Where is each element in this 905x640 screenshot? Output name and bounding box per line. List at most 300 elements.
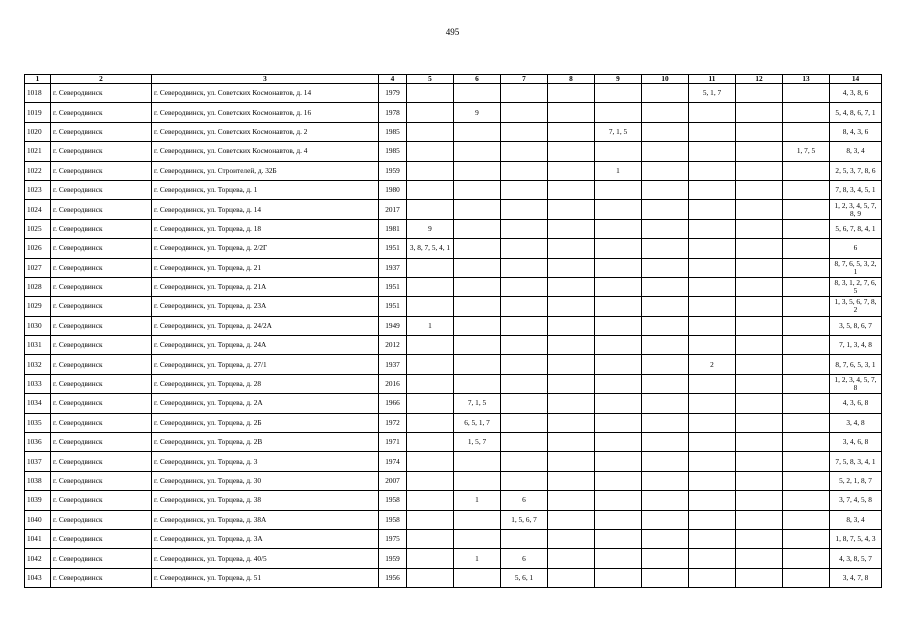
column-header-2: 2 bbox=[51, 75, 152, 84]
column-header-9: 9 bbox=[595, 75, 642, 84]
cell-col-3: г. Северодвинск, ул. Советских Космонавтов, д. 2 bbox=[152, 122, 379, 141]
cell-col-11 bbox=[689, 122, 736, 141]
cell-col-1: 1026 bbox=[25, 239, 51, 258]
cell-col-8 bbox=[548, 336, 595, 355]
cell-col-8 bbox=[548, 491, 595, 510]
cell-col-1: 1040 bbox=[25, 510, 51, 529]
cell-col-13 bbox=[783, 200, 830, 219]
cell-col-1: 1020 bbox=[25, 122, 51, 141]
cell-col-2: г. Северодвинск bbox=[51, 161, 152, 180]
cell-col-14: 3, 4, 6, 8 bbox=[830, 433, 882, 452]
cell-col-1: 1036 bbox=[25, 433, 51, 452]
cell-col-6: 1, 5, 7 bbox=[454, 433, 501, 452]
cell-col-3: г. Северодвинск, ул. Советских Космонавтов, д. 16 bbox=[152, 103, 379, 122]
cell-col-6 bbox=[454, 122, 501, 141]
cell-col-2: г. Северодвинск bbox=[51, 122, 152, 141]
cell-col-2: г. Северодвинск bbox=[51, 200, 152, 219]
table-row bbox=[25, 239, 882, 258]
cell-col-10 bbox=[642, 142, 689, 161]
cell-col-6 bbox=[454, 161, 501, 180]
cell-col-10 bbox=[642, 529, 689, 548]
cell-col-9 bbox=[595, 316, 642, 335]
cell-col-7: 1, 5, 6, 7 bbox=[501, 510, 548, 529]
cell-col-7 bbox=[501, 374, 548, 393]
cell-col-2: г. Северодвинск bbox=[51, 336, 152, 355]
cell-col-12 bbox=[736, 413, 783, 432]
cell-col-7: 6 bbox=[501, 549, 548, 568]
cell-col-1: 1018 bbox=[25, 84, 51, 103]
register-table bbox=[24, 74, 882, 588]
table-row bbox=[25, 433, 882, 452]
cell-col-13 bbox=[783, 568, 830, 587]
cell-col-11 bbox=[689, 413, 736, 432]
cell-col-6: 9 bbox=[454, 103, 501, 122]
cell-col-6 bbox=[454, 336, 501, 355]
table-row bbox=[25, 219, 882, 238]
cell-col-12 bbox=[736, 258, 783, 277]
cell-col-12 bbox=[736, 219, 783, 238]
cell-col-8 bbox=[548, 316, 595, 335]
cell-col-12 bbox=[736, 471, 783, 490]
cell-col-4: 1959 bbox=[379, 161, 407, 180]
cell-col-10 bbox=[642, 491, 689, 510]
cell-col-12 bbox=[736, 452, 783, 471]
cell-col-4: 1971 bbox=[379, 433, 407, 452]
cell-col-2: г. Северодвинск bbox=[51, 374, 152, 393]
cell-col-9 bbox=[595, 219, 642, 238]
cell-col-4: 1937 bbox=[379, 258, 407, 277]
cell-col-1: 1028 bbox=[25, 277, 51, 296]
cell-col-13 bbox=[783, 239, 830, 258]
cell-col-9 bbox=[595, 180, 642, 199]
cell-col-5 bbox=[407, 297, 454, 316]
cell-col-14: 4, 3, 8, 5, 7 bbox=[830, 549, 882, 568]
cell-col-3: г. Северодвинск, ул. Советских Космонавтов, д. 14 bbox=[152, 84, 379, 103]
cell-col-12 bbox=[736, 316, 783, 335]
cell-col-5 bbox=[407, 122, 454, 141]
cell-col-3: г. Северодвинск, ул. Торцева, д. 14 bbox=[152, 200, 379, 219]
cell-col-11 bbox=[689, 297, 736, 316]
cell-col-13 bbox=[783, 374, 830, 393]
cell-col-9 bbox=[595, 433, 642, 452]
cell-col-5 bbox=[407, 336, 454, 355]
cell-col-9 bbox=[595, 549, 642, 568]
cell-col-14: 2, 5, 3, 7, 8, 6 bbox=[830, 161, 882, 180]
table-row bbox=[25, 452, 882, 471]
cell-col-11 bbox=[689, 529, 736, 548]
cell-col-14: 1, 2, 3, 4, 5, 7, 8, 9 bbox=[830, 200, 882, 219]
column-header-7: 7 bbox=[501, 75, 548, 84]
cell-col-4: 1958 bbox=[379, 491, 407, 510]
cell-col-5 bbox=[407, 180, 454, 199]
cell-col-3: г. Северодвинск, ул. Торцева, д. 1 bbox=[152, 180, 379, 199]
cell-col-3: г. Северодвинск, ул. Торцева, д. 51 bbox=[152, 568, 379, 587]
cell-col-5: 9 bbox=[407, 219, 454, 238]
cell-col-5 bbox=[407, 394, 454, 413]
cell-col-12 bbox=[736, 529, 783, 548]
cell-col-11 bbox=[689, 316, 736, 335]
cell-col-14: 7, 5, 8, 3, 4, 1 bbox=[830, 452, 882, 471]
cell-col-3: г. Северодвинск, ул. Торцева, д. 40/5 bbox=[152, 549, 379, 568]
cell-col-1: 1029 bbox=[25, 297, 51, 316]
cell-col-13 bbox=[783, 297, 830, 316]
cell-col-7: 6 bbox=[501, 491, 548, 510]
cell-col-11 bbox=[689, 180, 736, 199]
cell-col-12 bbox=[736, 200, 783, 219]
cell-col-7 bbox=[501, 122, 548, 141]
cell-col-3: г. Северодвинск, ул. Советских Космонавтов, д. 4 bbox=[152, 142, 379, 161]
cell-col-8 bbox=[548, 180, 595, 199]
cell-col-12 bbox=[736, 491, 783, 510]
cell-col-4: 1937 bbox=[379, 355, 407, 374]
cell-col-1: 1022 bbox=[25, 161, 51, 180]
column-header-12: 12 bbox=[736, 75, 783, 84]
cell-col-11 bbox=[689, 471, 736, 490]
cell-col-3: г. Северодвинск, ул. Торцева, д. 27/1 bbox=[152, 355, 379, 374]
cell-col-6 bbox=[454, 568, 501, 587]
cell-col-6 bbox=[454, 84, 501, 103]
cell-col-3: г. Северодвинск, ул. Торцева, д. 21А bbox=[152, 277, 379, 296]
cell-col-13 bbox=[783, 180, 830, 199]
cell-col-13 bbox=[783, 529, 830, 548]
cell-col-13 bbox=[783, 491, 830, 510]
cell-col-13 bbox=[783, 258, 830, 277]
cell-col-12 bbox=[736, 549, 783, 568]
cell-col-7 bbox=[501, 180, 548, 199]
cell-col-6 bbox=[454, 452, 501, 471]
cell-col-5: 3, 8, 7, 5, 4, 1 bbox=[407, 239, 454, 258]
table-row bbox=[25, 413, 882, 432]
column-header-14: 14 bbox=[830, 75, 882, 84]
cell-col-14: 8, 3, 1, 2, 7, 6, 5 bbox=[830, 277, 882, 296]
header-row bbox=[25, 75, 882, 84]
cell-col-3: г. Северодвинск, ул. Торцева, д. 38А bbox=[152, 510, 379, 529]
cell-col-4: 1974 bbox=[379, 452, 407, 471]
cell-col-9 bbox=[595, 529, 642, 548]
cell-col-4: 2016 bbox=[379, 374, 407, 393]
cell-col-2: г. Северодвинск bbox=[51, 491, 152, 510]
cell-col-10 bbox=[642, 200, 689, 219]
cell-col-11 bbox=[689, 103, 736, 122]
cell-col-14: 1, 8, 7, 5, 4, 3 bbox=[830, 529, 882, 548]
cell-col-1: 1024 bbox=[25, 200, 51, 219]
cell-col-2: г. Северодвинск bbox=[51, 277, 152, 296]
cell-col-11 bbox=[689, 258, 736, 277]
cell-col-11 bbox=[689, 549, 736, 568]
cell-col-7 bbox=[501, 355, 548, 374]
cell-col-2: г. Северодвинск bbox=[51, 471, 152, 490]
cell-col-8 bbox=[548, 122, 595, 141]
cell-col-13 bbox=[783, 510, 830, 529]
cell-col-14: 8, 7, 6, 5, 3, 1 bbox=[830, 355, 882, 374]
cell-col-9 bbox=[595, 452, 642, 471]
cell-col-5 bbox=[407, 510, 454, 529]
cell-col-1: 1021 bbox=[25, 142, 51, 161]
cell-col-7 bbox=[501, 258, 548, 277]
cell-col-3: г. Северодвинск, ул. Торцева, д. 38 bbox=[152, 491, 379, 510]
cell-col-6 bbox=[454, 142, 501, 161]
table-row bbox=[25, 277, 882, 296]
cell-col-1: 1023 bbox=[25, 180, 51, 199]
cell-col-7 bbox=[501, 394, 548, 413]
cell-col-8 bbox=[548, 471, 595, 490]
cell-col-11 bbox=[689, 277, 736, 296]
cell-col-2: г. Северодвинск bbox=[51, 84, 152, 103]
cell-col-8 bbox=[548, 103, 595, 122]
cell-col-2: г. Северодвинск bbox=[51, 355, 152, 374]
cell-col-8 bbox=[548, 142, 595, 161]
cell-col-2: г. Северодвинск bbox=[51, 239, 152, 258]
cell-col-1: 1034 bbox=[25, 394, 51, 413]
column-header-4: 4 bbox=[379, 75, 407, 84]
cell-col-5 bbox=[407, 568, 454, 587]
cell-col-9 bbox=[595, 142, 642, 161]
cell-col-13 bbox=[783, 394, 830, 413]
cell-col-14: 8, 7, 6, 5, 3, 2, 1 bbox=[830, 258, 882, 277]
cell-col-1: 1039 bbox=[25, 491, 51, 510]
table-row bbox=[25, 510, 882, 529]
cell-col-3: г. Северодвинск, ул. Торцева, д. 3 bbox=[152, 452, 379, 471]
table-row bbox=[25, 297, 882, 316]
table-row bbox=[25, 180, 882, 199]
cell-col-9 bbox=[595, 336, 642, 355]
cell-col-10 bbox=[642, 277, 689, 296]
cell-col-13 bbox=[783, 84, 830, 103]
cell-col-9 bbox=[595, 471, 642, 490]
cell-col-6: 1 bbox=[454, 491, 501, 510]
cell-col-9 bbox=[595, 239, 642, 258]
cell-col-11: 2 bbox=[689, 355, 736, 374]
cell-col-4: 1958 bbox=[379, 510, 407, 529]
cell-col-14: 4, 3, 6, 8 bbox=[830, 394, 882, 413]
cell-col-11 bbox=[689, 491, 736, 510]
cell-col-13 bbox=[783, 103, 830, 122]
cell-col-9 bbox=[595, 413, 642, 432]
cell-col-5 bbox=[407, 491, 454, 510]
cell-col-10 bbox=[642, 413, 689, 432]
cell-col-5 bbox=[407, 433, 454, 452]
cell-col-8 bbox=[548, 452, 595, 471]
cell-col-10 bbox=[642, 316, 689, 335]
cell-col-5 bbox=[407, 355, 454, 374]
cell-col-3: г. Северодвинск, ул. Торцева, д. 24А bbox=[152, 336, 379, 355]
cell-col-8 bbox=[548, 258, 595, 277]
cell-col-1: 1019 bbox=[25, 103, 51, 122]
cell-col-12 bbox=[736, 277, 783, 296]
table-row bbox=[25, 336, 882, 355]
cell-col-1: 1025 bbox=[25, 219, 51, 238]
cell-col-9 bbox=[595, 355, 642, 374]
cell-col-7 bbox=[501, 413, 548, 432]
cell-col-14: 4, 3, 8, 6 bbox=[830, 84, 882, 103]
cell-col-1: 1032 bbox=[25, 355, 51, 374]
cell-col-8 bbox=[548, 200, 595, 219]
cell-col-8 bbox=[548, 239, 595, 258]
cell-col-8 bbox=[548, 549, 595, 568]
cell-col-1: 1027 bbox=[25, 258, 51, 277]
cell-col-8 bbox=[548, 529, 595, 548]
cell-col-5 bbox=[407, 413, 454, 432]
cell-col-1: 1037 bbox=[25, 452, 51, 471]
cell-col-1: 1042 bbox=[25, 549, 51, 568]
cell-col-10 bbox=[642, 84, 689, 103]
cell-col-14: 7, 1, 3, 4, 8 bbox=[830, 336, 882, 355]
column-header-8: 8 bbox=[548, 75, 595, 84]
column-header-5: 5 bbox=[407, 75, 454, 84]
cell-col-12 bbox=[736, 355, 783, 374]
cell-col-7 bbox=[501, 452, 548, 471]
column-header-1: 1 bbox=[25, 75, 51, 84]
cell-col-8 bbox=[548, 161, 595, 180]
cell-col-4: 1985 bbox=[379, 122, 407, 141]
cell-col-4: 2017 bbox=[379, 200, 407, 219]
cell-col-13 bbox=[783, 277, 830, 296]
cell-col-2: г. Северодвинск bbox=[51, 180, 152, 199]
cell-col-5 bbox=[407, 258, 454, 277]
cell-col-5 bbox=[407, 84, 454, 103]
cell-col-3: г. Северодвинск, ул. Торцева, д. 30 bbox=[152, 471, 379, 490]
cell-col-11 bbox=[689, 568, 736, 587]
table-row bbox=[25, 258, 882, 277]
cell-col-14: 1, 3, 5, 6, 7, 8, 2 bbox=[830, 297, 882, 316]
cell-col-13 bbox=[783, 452, 830, 471]
cell-col-9 bbox=[595, 200, 642, 219]
cell-col-11 bbox=[689, 219, 736, 238]
cell-col-4: 1981 bbox=[379, 219, 407, 238]
cell-col-2: г. Северодвинск bbox=[51, 529, 152, 548]
cell-col-8 bbox=[548, 297, 595, 316]
cell-col-2: г. Северодвинск bbox=[51, 258, 152, 277]
cell-col-14: 3, 7, 4, 5, 8 bbox=[830, 491, 882, 510]
cell-col-5 bbox=[407, 200, 454, 219]
cell-col-1: 1035 bbox=[25, 413, 51, 432]
cell-col-14: 8, 4, 3, 6 bbox=[830, 122, 882, 141]
cell-col-10 bbox=[642, 180, 689, 199]
cell-col-8 bbox=[548, 568, 595, 587]
cell-col-14: 5, 6, 7, 8, 4, 1 bbox=[830, 219, 882, 238]
cell-col-10 bbox=[642, 239, 689, 258]
cell-col-1: 1031 bbox=[25, 336, 51, 355]
cell-col-13: 1, 7, 5 bbox=[783, 142, 830, 161]
cell-col-4: 1959 bbox=[379, 549, 407, 568]
cell-col-13 bbox=[783, 336, 830, 355]
cell-col-3: г. Северодвинск, ул. Торцева, д. 23А bbox=[152, 297, 379, 316]
cell-col-3: г. Северодвинск, ул. Торцева, д. 18 bbox=[152, 219, 379, 238]
cell-col-11: 5, 1, 7 bbox=[689, 84, 736, 103]
cell-col-4: 2012 bbox=[379, 336, 407, 355]
cell-col-12 bbox=[736, 510, 783, 529]
cell-col-10 bbox=[642, 219, 689, 238]
cell-col-5: 1 bbox=[407, 316, 454, 335]
cell-col-4: 1985 bbox=[379, 142, 407, 161]
cell-col-12 bbox=[736, 374, 783, 393]
cell-col-6 bbox=[454, 200, 501, 219]
cell-col-14: 1, 2, 3, 4, 5, 7, 8 bbox=[830, 374, 882, 393]
cell-col-9 bbox=[595, 394, 642, 413]
cell-col-7 bbox=[501, 239, 548, 258]
cell-col-14: 8, 3, 4 bbox=[830, 510, 882, 529]
cell-col-5 bbox=[407, 103, 454, 122]
cell-col-3: г. Северодвинск, ул. Торцева, д. 2В bbox=[152, 433, 379, 452]
cell-col-5 bbox=[407, 471, 454, 490]
cell-col-3: г. Северодвинск, ул. Торцева, д. 2Б bbox=[152, 413, 379, 432]
table-row bbox=[25, 161, 882, 180]
cell-col-12 bbox=[736, 122, 783, 141]
cell-col-2: г. Северодвинск bbox=[51, 510, 152, 529]
cell-col-1: 1043 bbox=[25, 568, 51, 587]
cell-col-11 bbox=[689, 510, 736, 529]
cell-col-12 bbox=[736, 433, 783, 452]
cell-col-7 bbox=[501, 433, 548, 452]
cell-col-4: 1951 bbox=[379, 239, 407, 258]
cell-col-3: г. Северодвинск, ул. Торцева, д. 2А bbox=[152, 394, 379, 413]
table-row bbox=[25, 142, 882, 161]
cell-col-12 bbox=[736, 142, 783, 161]
column-header-3: 3 bbox=[152, 75, 379, 84]
cell-col-14: 6 bbox=[830, 239, 882, 258]
cell-col-7 bbox=[501, 297, 548, 316]
cell-col-5 bbox=[407, 142, 454, 161]
cell-col-13 bbox=[783, 122, 830, 141]
cell-col-10 bbox=[642, 297, 689, 316]
cell-col-2: г. Северодвинск bbox=[51, 316, 152, 335]
cell-col-9 bbox=[595, 103, 642, 122]
cell-col-7 bbox=[501, 277, 548, 296]
table-row bbox=[25, 568, 882, 587]
cell-col-3: г. Северодвинск, ул. Торцева, д. 21 bbox=[152, 258, 379, 277]
cell-col-11 bbox=[689, 394, 736, 413]
cell-col-8 bbox=[548, 374, 595, 393]
cell-col-11 bbox=[689, 161, 736, 180]
column-header-13: 13 bbox=[783, 75, 830, 84]
cell-col-1: 1038 bbox=[25, 471, 51, 490]
cell-col-5 bbox=[407, 277, 454, 296]
cell-col-9 bbox=[595, 491, 642, 510]
cell-col-6 bbox=[454, 277, 501, 296]
table-row bbox=[25, 84, 882, 103]
cell-col-10 bbox=[642, 568, 689, 587]
cell-col-10 bbox=[642, 374, 689, 393]
cell-col-3: г. Северодвинск, ул. Торцева, д. 28 bbox=[152, 374, 379, 393]
cell-col-12 bbox=[736, 297, 783, 316]
column-header-11: 11 bbox=[689, 75, 736, 84]
cell-col-14: 5, 2, 1, 8, 7 bbox=[830, 471, 882, 490]
cell-col-7 bbox=[501, 529, 548, 548]
cell-col-13 bbox=[783, 161, 830, 180]
cell-col-12 bbox=[736, 84, 783, 103]
cell-col-9 bbox=[595, 568, 642, 587]
cell-col-2: г. Северодвинск bbox=[51, 103, 152, 122]
cell-col-10 bbox=[642, 452, 689, 471]
cell-col-6 bbox=[454, 374, 501, 393]
cell-col-4: 1972 bbox=[379, 413, 407, 432]
cell-col-9: 7, 1, 5 bbox=[595, 122, 642, 141]
table-row bbox=[25, 316, 882, 335]
table-body bbox=[25, 84, 882, 588]
cell-col-7: 5, 6, 1 bbox=[501, 568, 548, 587]
cell-col-4: 1956 bbox=[379, 568, 407, 587]
cell-col-10 bbox=[642, 355, 689, 374]
cell-col-3: г. Северодвинск, ул. Строителей, д. 32Б bbox=[152, 161, 379, 180]
table-row bbox=[25, 122, 882, 141]
table-row bbox=[25, 200, 882, 219]
cell-col-6 bbox=[454, 355, 501, 374]
cell-col-2: г. Северодвинск bbox=[51, 549, 152, 568]
cell-col-14: 8, 3, 4 bbox=[830, 142, 882, 161]
cell-col-6: 1 bbox=[454, 549, 501, 568]
cell-col-5 bbox=[407, 529, 454, 548]
cell-col-6 bbox=[454, 510, 501, 529]
